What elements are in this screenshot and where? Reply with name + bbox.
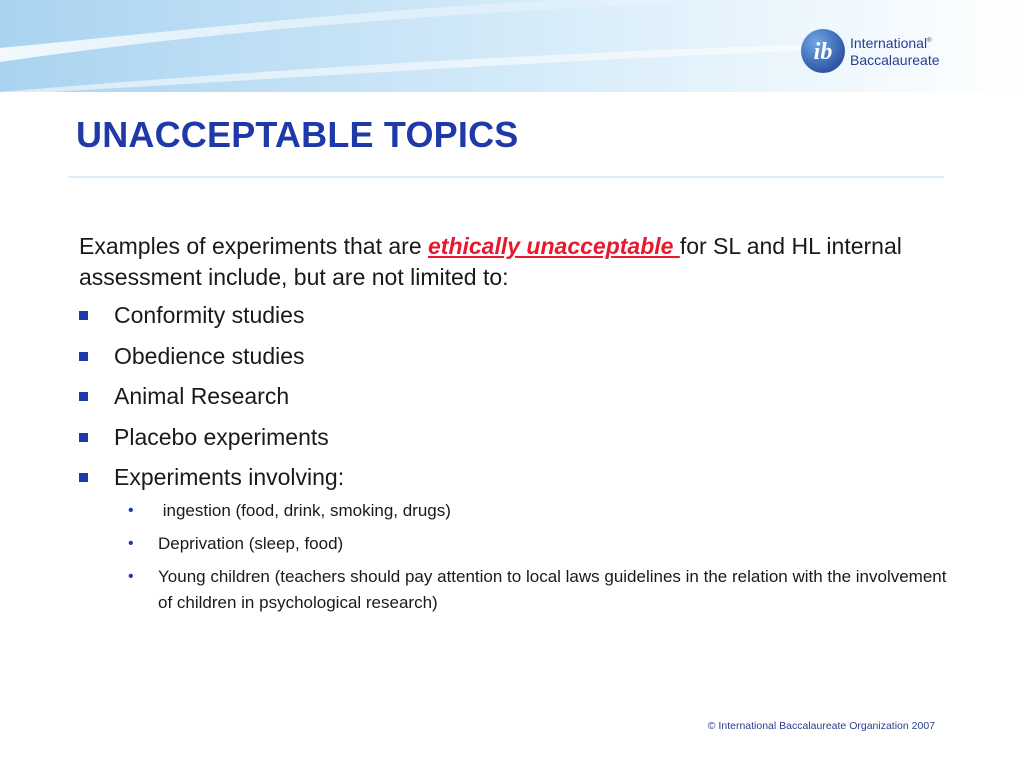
sub-bullet-text: Deprivation (sleep, food) — [158, 534, 344, 553]
ib-logo-text — [850, 35, 940, 69]
bullet-item — [79, 422, 949, 453]
title-divider — [68, 176, 944, 178]
sub-bullet-item — [114, 531, 949, 557]
sub-bullet-item — [114, 564, 949, 616]
intro-before: Examples of experiments that are — [79, 233, 428, 259]
dot-bullet-icon: • — [128, 502, 134, 519]
copyright-footer: © International Baccalaureate Organization 2007 — [707, 720, 935, 732]
bullet-text: Animal Research — [114, 383, 290, 409]
square-bullet-icon — [79, 311, 88, 320]
page-title: UNACCEPTABLE TOPICS — [76, 114, 519, 155]
ib-logo-mark: ib — [813, 39, 833, 65]
dot-bullet-icon: • — [128, 568, 134, 585]
bullet-text: Placebo experiments — [114, 423, 329, 450]
ib-logo-line2: Baccalaureate — [850, 52, 940, 68]
intro-emphasis: ethically unacceptable — [428, 233, 680, 259]
bullet-text: Conformity studies — [114, 302, 305, 328]
intro-paragraph — [79, 231, 949, 293]
bullet-item — [79, 462, 949, 616]
bullet-text: Obedience studies — [114, 342, 305, 369]
square-bullet-icon — [79, 352, 88, 361]
ib-logo-reg: ® — [927, 38, 932, 44]
sub-bullet-list — [114, 498, 949, 616]
square-bullet-icon — [79, 473, 88, 482]
dot-bullet-icon: • — [128, 535, 134, 552]
ib-logo-icon — [800, 28, 846, 74]
slide-body — [79, 231, 949, 626]
sub-bullet-item — [114, 498, 949, 524]
sub-bullet-text: ingestion (food, drink, smoking, drugs) — [158, 501, 451, 520]
bullet-item — [79, 341, 949, 372]
intro-after: for SL and HL internal assessment include, but are not limited to: — [79, 233, 902, 290]
square-bullet-icon — [79, 433, 88, 442]
sub-bullet-text: Young children (teachers should pay attention to local laws guidelines in the relation with the involvement of children in psychological research) — [158, 567, 947, 612]
bullet-item — [79, 381, 949, 412]
bullet-text: Experiments involving: — [114, 464, 345, 490]
square-bullet-icon — [79, 392, 88, 401]
ib-logo — [800, 28, 970, 88]
ib-logo-line1: International — [850, 35, 928, 51]
bullet-list — [79, 300, 949, 616]
bullet-item — [79, 300, 949, 331]
